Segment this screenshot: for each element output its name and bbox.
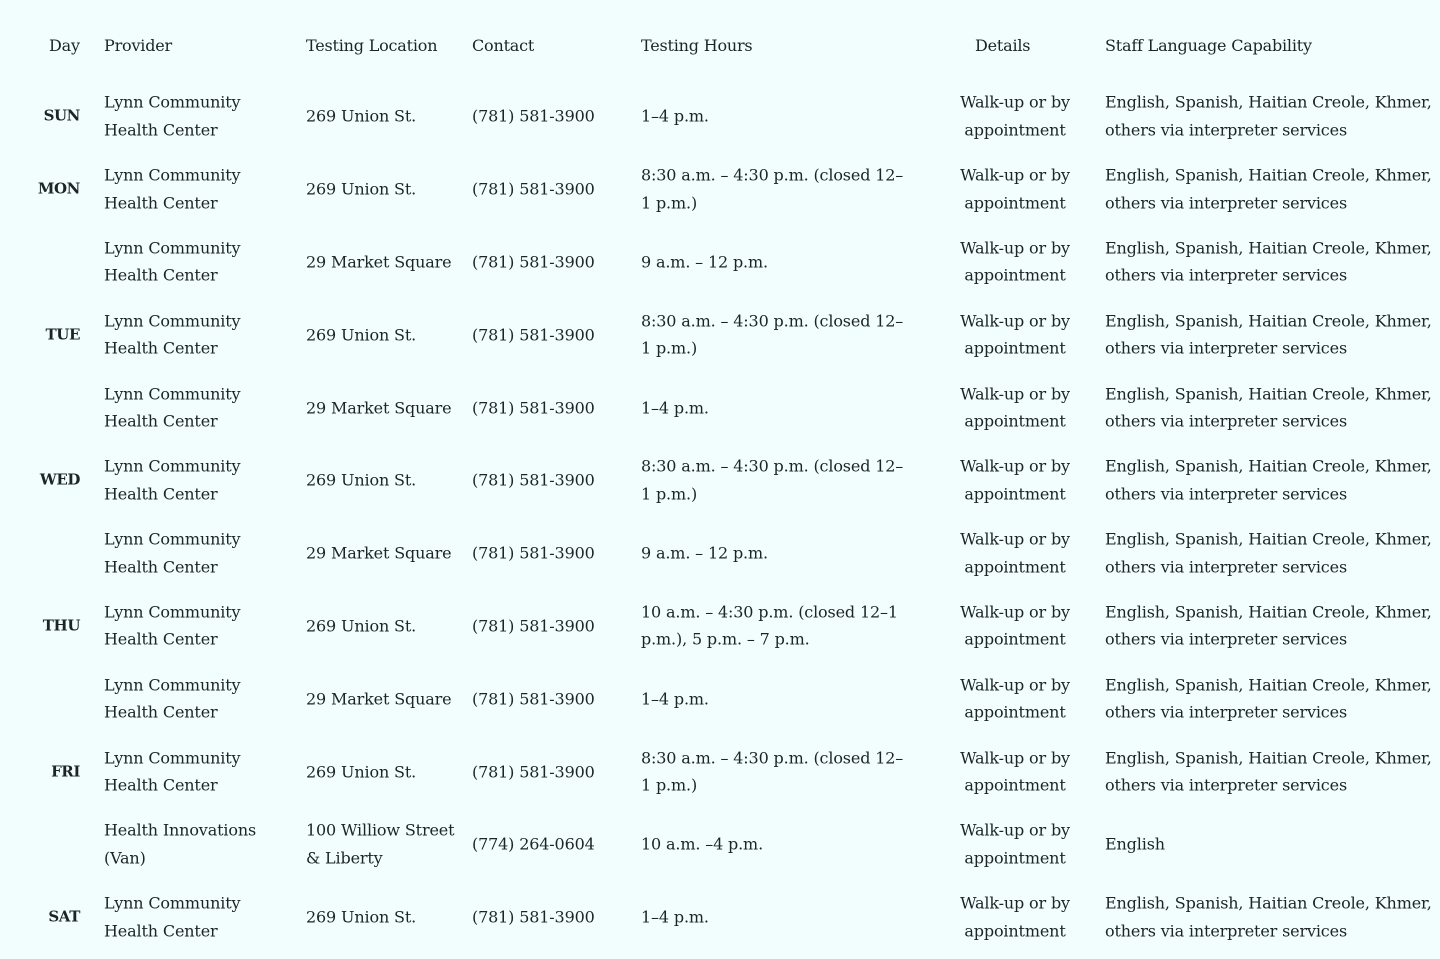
header-contact: Contact: [472, 36, 535, 55]
contact-cell: (781) 581-3900: [472, 761, 595, 781]
language-cell: English, Spanish, Haitian Creole, Khmer, others via interpreter services: [1105, 384, 1432, 431]
location-cell: 29 Market Square: [306, 397, 452, 417]
details-cell: Walk-up or by appointment: [960, 456, 1070, 504]
table-row: [0, 662, 1440, 735]
provider-cell: Lynn Community Health Center: [104, 529, 241, 577]
table-row: [0, 444, 1440, 517]
table-row: [0, 153, 1440, 226]
header-provider: Provider: [104, 36, 172, 55]
table-row: [0, 517, 1440, 590]
language-cell: English, Spanish, Haitian Creole, Khmer, others via interpreter services: [1105, 456, 1432, 504]
location-cell: 269 Union St.: [306, 470, 417, 490]
language-cell: English, Spanish, Haitian Creole, Khmer, others via interpreter services: [1105, 893, 1432, 941]
details-cell: Walk-up or by appointment: [960, 92, 1070, 140]
provider-cell: Lynn Community Health Center: [104, 602, 241, 649]
language-cell: English, Spanish, Haitian Creole, Khmer, others via interpreter services: [1105, 311, 1432, 358]
location-cell: 29 Market Square: [306, 543, 452, 563]
day-cell: SUN: [43, 106, 80, 125]
day-cell: FRI: [51, 761, 80, 780]
hours-cell: 1–4 p.m.: [641, 397, 709, 417]
details-cell: Walk-up or by appointment: [960, 820, 1070, 868]
details-cell: Walk-up or by appointment: [960, 384, 1070, 431]
day-cell: SAT: [48, 907, 80, 926]
table-row: [0, 80, 1440, 153]
details-cell: Walk-up or by appointment: [960, 893, 1070, 941]
day-cell: THU: [42, 616, 80, 635]
language-cell: English, Spanish, Haitian Creole, Khmer, others via interpreter services: [1105, 675, 1432, 722]
provider-cell: Lynn Community Health Center: [104, 675, 241, 722]
header-staff-language: Staff Language Capability: [1105, 36, 1312, 55]
contact-cell: (781) 581-3900: [472, 616, 595, 636]
location-cell: 269 Union St.: [306, 179, 417, 199]
details-cell: Walk-up or by appointment: [960, 602, 1070, 649]
details-cell: Walk-up or by appointment: [960, 165, 1070, 213]
hours-cell: 8:30 a.m. – 4:30 p.m. (closed 12–1 p.m.): [641, 311, 904, 358]
contact-cell: (781) 581-3900: [472, 543, 595, 563]
language-cell: English, Spanish, Haitian Creole, Khmer, others via interpreter services: [1105, 92, 1432, 140]
location-cell: 269 Union St.: [306, 616, 417, 636]
table-header: [0, 36, 1440, 60]
header-testing-location: Testing Location: [306, 36, 438, 55]
contact-cell: (781) 581-3900: [472, 907, 595, 927]
day-cell: MON: [37, 179, 80, 198]
table-row: [0, 881, 1440, 954]
table-row: [0, 298, 1440, 371]
table-row: [0, 226, 1440, 299]
header-day: Day: [49, 36, 80, 55]
contact-cell: (774) 264-0604: [472, 834, 595, 854]
provider-cell: Lynn Community Health Center: [104, 92, 241, 140]
provider-cell: Lynn Community Health Center: [104, 311, 241, 358]
language-cell: English, Spanish, Haitian Creole, Khmer, others via interpreter services: [1105, 529, 1432, 577]
contact-cell: (781) 581-3900: [472, 106, 595, 126]
hours-cell: 9 a.m. – 12 p.m.: [641, 252, 768, 272]
table-row: [0, 371, 1440, 444]
day-cell: WED: [39, 470, 80, 489]
contact-cell: (781) 581-3900: [472, 470, 595, 490]
language-cell: English: [1105, 834, 1165, 854]
provider-cell: Lynn Community Health Center: [104, 238, 241, 285]
language-cell: English, Spanish, Haitian Creole, Khmer, others via interpreter services: [1105, 165, 1432, 213]
provider-cell: Lynn Community Health Center: [104, 893, 241, 941]
hours-cell: 9 a.m. – 12 p.m.: [641, 543, 768, 563]
contact-cell: (781) 581-3900: [472, 179, 595, 199]
language-cell: English, Spanish, Haitian Creole, Khmer, others via interpreter services: [1105, 238, 1432, 285]
details-cell: Walk-up or by appointment: [960, 748, 1070, 795]
header-testing-hours: Testing Hours: [641, 36, 753, 55]
location-cell: 29 Market Square: [306, 689, 452, 709]
provider-cell: Lynn Community Health Center: [104, 384, 241, 431]
table-row: [0, 735, 1440, 808]
hours-cell: 8:30 a.m. – 4:30 p.m. (closed 12–1 p.m.): [641, 748, 904, 795]
location-cell: 269 Union St.: [306, 325, 417, 345]
details-cell: Walk-up or by appointment: [960, 529, 1070, 577]
provider-cell: Lynn Community Health Center: [104, 748, 241, 795]
details-cell: Walk-up or by appointment: [960, 311, 1070, 358]
hours-cell: 1–4 p.m.: [641, 689, 709, 709]
location-cell: 269 Union St.: [306, 761, 417, 781]
day-cell: TUE: [45, 325, 80, 344]
hours-cell: 8:30 a.m. – 4:30 p.m. (closed 12–1 p.m.): [641, 456, 904, 504]
location-cell: 29 Market Square: [306, 252, 452, 272]
hours-cell: 10 a.m. – 4:30 p.m. (closed 12–1 p.m.), 5 p.m. – 7 p.m.: [641, 602, 898, 649]
details-cell: Walk-up or by appointment: [960, 675, 1070, 722]
provider-cell: Lynn Community Health Center: [104, 456, 241, 504]
provider-cell: Health Innovations (Van): [104, 820, 257, 868]
location-cell: 269 Union St.: [306, 907, 417, 927]
header-details: Details: [975, 36, 1031, 55]
hours-cell: 1–4 p.m.: [641, 106, 709, 126]
contact-cell: (781) 581-3900: [472, 689, 595, 709]
hours-cell: 8:30 a.m. – 4:30 p.m. (closed 12–1 p.m.): [641, 165, 904, 213]
contact-cell: (781) 581-3900: [472, 252, 595, 272]
language-cell: English, Spanish, Haitian Creole, Khmer, others via interpreter services: [1105, 748, 1432, 795]
hours-cell: 1–4 p.m.: [641, 907, 709, 927]
provider-cell: Lynn Community Health Center: [104, 165, 241, 213]
table-row: [0, 808, 1440, 881]
location-cell: 269 Union St.: [306, 106, 417, 126]
hours-cell: 10 a.m. –4 p.m.: [641, 834, 764, 854]
details-cell: Walk-up or by appointment: [960, 238, 1070, 285]
table-row: [0, 590, 1440, 663]
language-cell: English, Spanish, Haitian Creole, Khmer, others via interpreter services: [1105, 602, 1432, 649]
location-cell: 100 Williow Street & Liberty: [306, 820, 455, 868]
contact-cell: (781) 581-3900: [472, 397, 595, 417]
table-body: [0, 80, 1440, 954]
contact-cell: (781) 581-3900: [472, 325, 595, 345]
